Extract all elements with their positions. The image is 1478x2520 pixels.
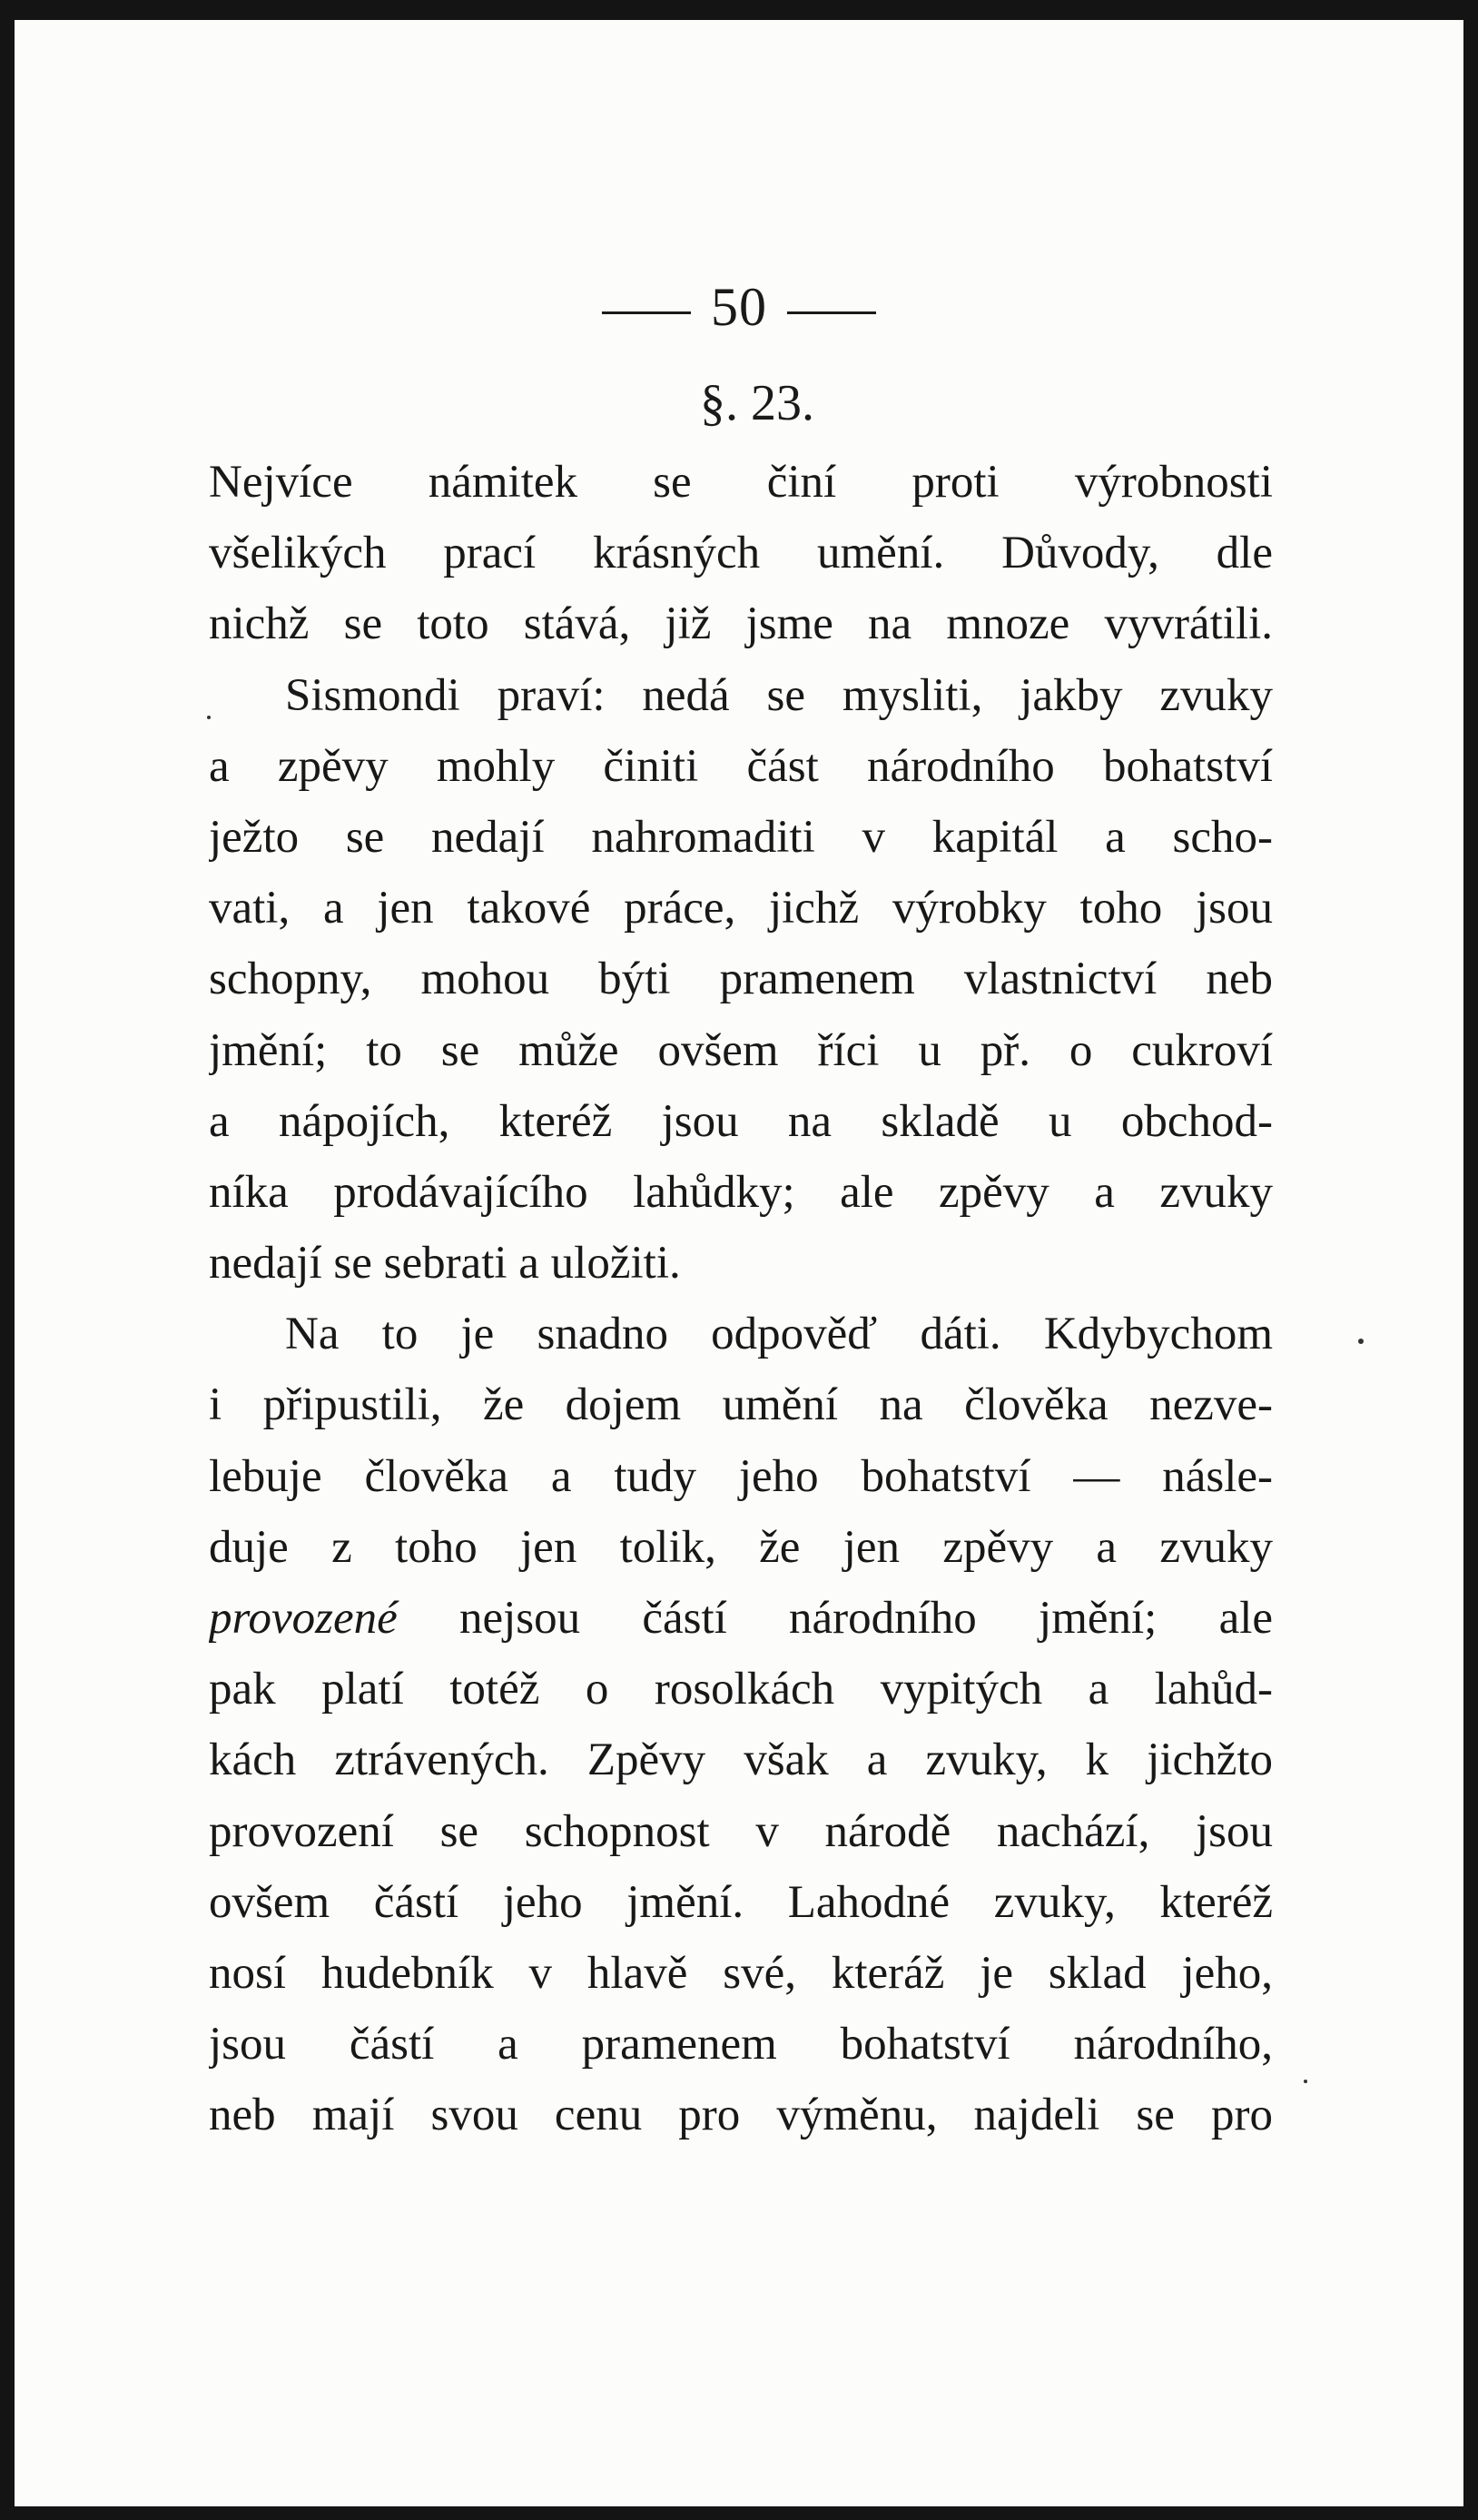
text-line: Sismondi praví: nedá se mysliti, jakby zvuky bbox=[285, 669, 1273, 721]
text-line: schopny, mohou býti pramenem vlastnictví neb bbox=[209, 954, 1273, 1005]
text-line: nedají se sebrati a uložiti. bbox=[209, 1238, 681, 1290]
text-line: Na to je snadno odpověď dáti. Kdybychom bbox=[285, 1309, 1273, 1360]
header-dash-right bbox=[787, 311, 876, 314]
text-line: ovšem částí jeho jmění. Lahodné zvuky, kteréž bbox=[209, 1876, 1273, 1928]
page-header bbox=[15, 276, 1463, 339]
text-line: vati, a jen takové práce, jichž výrobky toho jsou bbox=[209, 883, 1273, 934]
text-line: Nejvíce námitek se činí proti výrobnosti bbox=[209, 457, 1273, 508]
body-text bbox=[209, 447, 1273, 2151]
scan-speck bbox=[207, 716, 211, 719]
text-line: lebuje člověka a tudy jeho bohatství — násle- bbox=[209, 1450, 1273, 1502]
text-line: nosí hudebník v hlavě své, kteráž je sklad jeho, bbox=[209, 1947, 1273, 1999]
text-line: i připustili, že dojem umění na člověka nezve- bbox=[209, 1379, 1273, 1431]
text-line: provození se schopnost v národě nachází, jsou bbox=[209, 1805, 1273, 1857]
scan-speck bbox=[1304, 2080, 1307, 2083]
text-line: a zpěvy mohly činiti část národního bohatství bbox=[209, 740, 1273, 792]
text-line-rest: nejsou částí národního jmění; ale bbox=[458, 1593, 1273, 1644]
text-line: a nápojích, kteréž jsou na skladě u obchod- bbox=[209, 1095, 1273, 1147]
text-line: nichž se toto stává, již jsme na mnoze vyvrátili. bbox=[209, 598, 1273, 650]
text-line: jsou částí a pramenem bohatství národního, bbox=[209, 2019, 1273, 2070]
text-line: neb mají svou cenu pro výměnu, najdeli se pro bbox=[209, 2090, 1273, 2141]
text-line: jmění; to se může ovšem říci u př. o cukroví bbox=[209, 1024, 1273, 1076]
text-line-with-emphasis bbox=[209, 1583, 1273, 1654]
emphasized-word: provozené bbox=[209, 1593, 398, 1644]
text-line: pak platí totéž o rosolkách vypitých a lahůd- bbox=[209, 1664, 1273, 1715]
text-line: kách ztrávených. Zpěvy však a zvuky, k jichžto bbox=[209, 1734, 1273, 1786]
text-line: ježto se nedají nahromaditi v kapitál a scho- bbox=[209, 811, 1273, 863]
page-sheet bbox=[15, 20, 1463, 2506]
scan-speck bbox=[1358, 1339, 1364, 1344]
page-number: 50 bbox=[711, 277, 767, 337]
section-heading: §. 23. bbox=[700, 375, 814, 431]
text-line: duje z toho jen tolik, že jen zpěvy a zvuky bbox=[209, 1521, 1273, 1573]
header-dash-left bbox=[602, 311, 691, 314]
text-line: všelikých prací krásných umění. Důvody, dle bbox=[209, 528, 1273, 579]
text-line: níka prodávajícího lahůdky; ale zpěvy a zvuky bbox=[209, 1166, 1273, 1218]
